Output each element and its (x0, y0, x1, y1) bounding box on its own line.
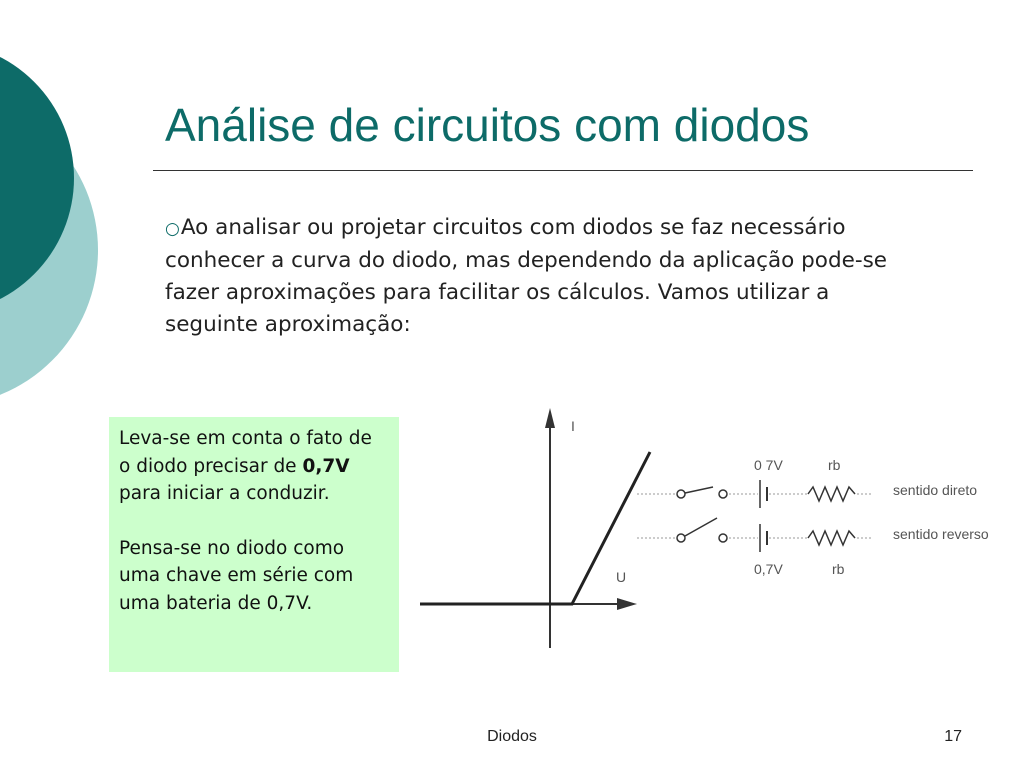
reverse-resistor-label: rb (832, 561, 845, 577)
forward-switch-contact-left (677, 490, 685, 498)
reverse-voltage-label: 0,7V (754, 561, 783, 577)
diode-approximation-diagram (415, 400, 1024, 660)
slide-title: Análise de circuitos com diodos (165, 99, 810, 151)
bullet-text: Ao analisar ou projetar circuitos com diodos se faz necessário conhecer a curva do diodo, mas dependendo da aplicação pode-se fazer aproximações para facilitar os cálculos. Vamos utilizar a seguinte aproximação: (165, 215, 888, 337)
note-text-1a: Leva-se em conta o fato de o diodo precisar de (119, 428, 372, 477)
voltage-axis-label: U (616, 569, 627, 585)
forward-switch-contact-right (719, 490, 727, 498)
current-axis-label: I (571, 418, 575, 434)
note-box (109, 417, 399, 672)
forward-resistor-label: rb (828, 457, 841, 473)
bullet-paragraph (165, 212, 925, 341)
note-voltage-bold: 0,7V (302, 455, 350, 477)
note-paragraph-1 (119, 425, 389, 508)
title-divider (153, 170, 973, 171)
note-paragraph-2: Pensa-se no diodo como uma chave em série com uma bateria de 0,7V. (119, 537, 354, 614)
note-text-1b: para iniciar a conduzir. (119, 483, 330, 504)
forward-caption: sentido direto (893, 482, 978, 498)
decorative-circles (0, 0, 120, 420)
voltage-axis-arrow (617, 598, 637, 610)
reverse-caption: sentido reverso (893, 526, 989, 542)
forward-voltage-label: 0 7V (754, 457, 783, 473)
current-axis-arrow (545, 408, 555, 428)
footer-section-title: Diodos (487, 728, 537, 745)
reverse-switch-contact-right (719, 534, 727, 542)
reverse-switch-contact-left (677, 534, 685, 542)
circle-bullet-icon: ○ (165, 219, 180, 239)
slide-number: 17 (944, 728, 962, 745)
